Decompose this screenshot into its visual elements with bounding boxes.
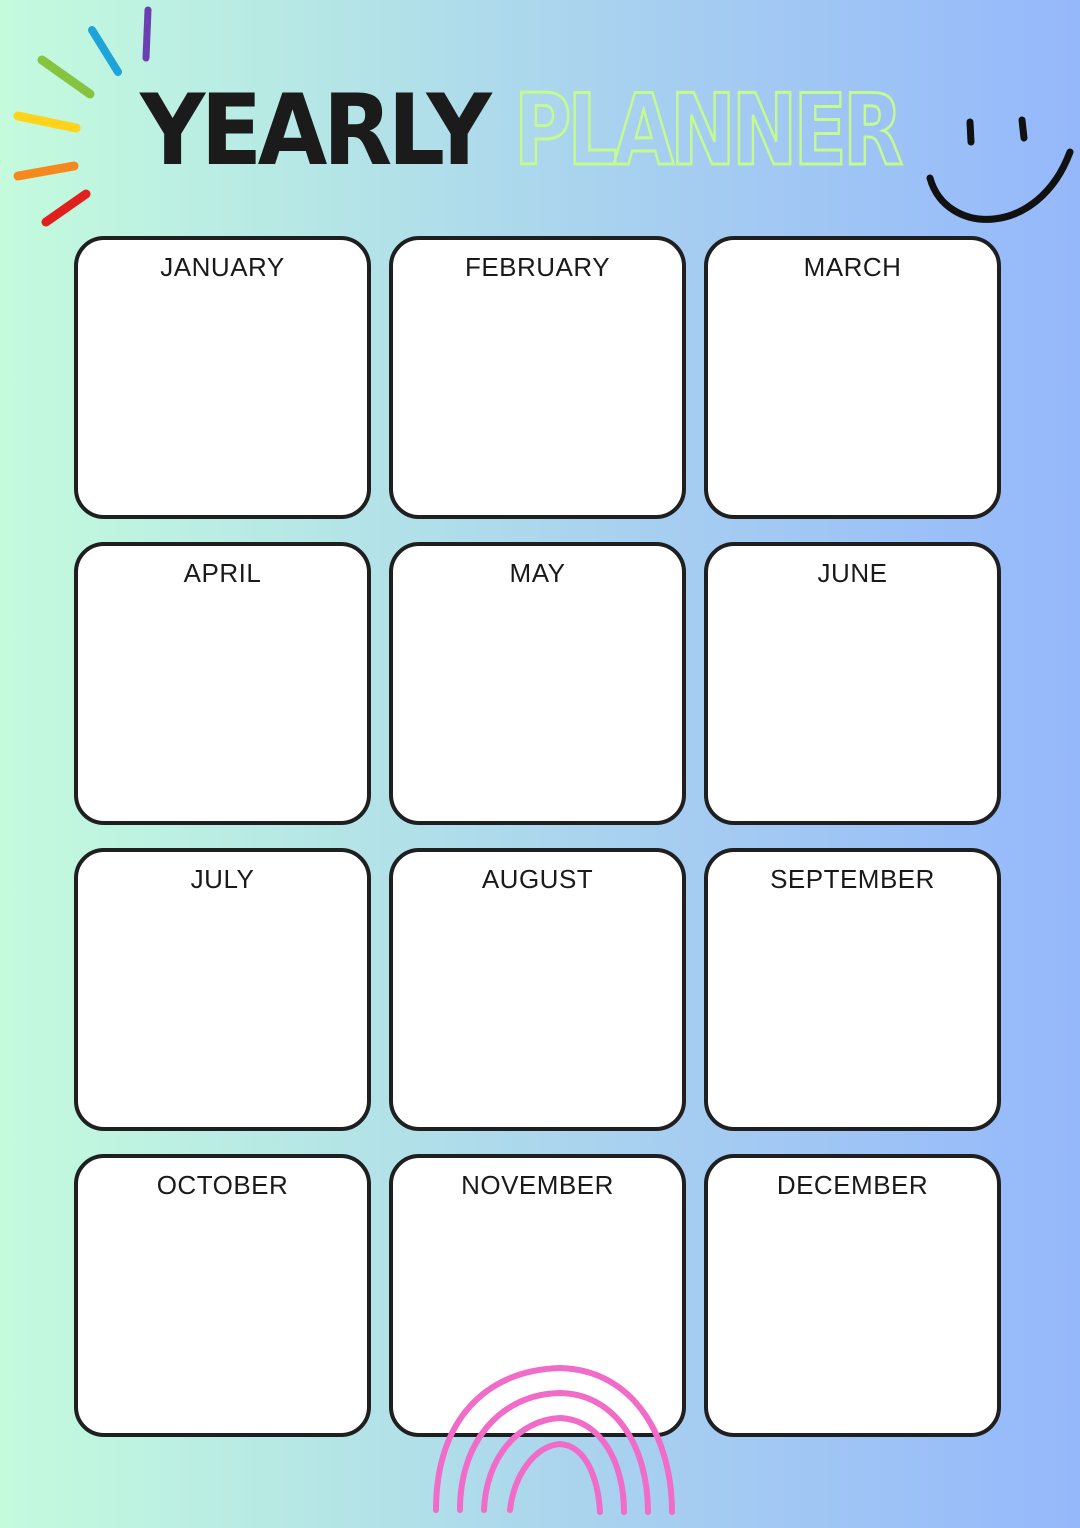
month-card-july[interactable] xyxy=(74,848,371,1131)
month-card-april[interactable] xyxy=(74,542,371,825)
month-card-december[interactable] xyxy=(704,1154,1001,1437)
month-label: SEPTEMBER xyxy=(770,864,935,894)
sparkle-stroke-green xyxy=(42,60,90,94)
month-label: JANUARY xyxy=(160,252,285,282)
smiley-right-eye xyxy=(1022,120,1024,138)
month-label: JULY xyxy=(190,864,255,894)
rainbow-icon xyxy=(426,1360,682,1520)
month-card-february[interactable] xyxy=(389,236,686,519)
month-label: APRIL xyxy=(183,558,262,588)
month-card-may[interactable] xyxy=(389,542,686,825)
title-word-planner: PLANNER xyxy=(514,74,900,188)
rainbow-arc-inner xyxy=(484,1418,624,1512)
month-card-january[interactable] xyxy=(74,236,371,519)
month-card-march[interactable] xyxy=(704,236,1001,519)
month-label: JUNE xyxy=(817,558,888,588)
sparkle-stroke-orange xyxy=(18,166,74,176)
month-label: OCTOBER xyxy=(156,1170,289,1200)
month-card-june[interactable] xyxy=(704,542,1001,825)
month-label: MARCH xyxy=(803,252,902,282)
month-label: MAY xyxy=(509,558,566,588)
smiley-left-eye xyxy=(970,122,971,142)
rainbow-arc-core xyxy=(510,1444,600,1512)
month-card-august[interactable] xyxy=(389,848,686,1131)
month-card-october[interactable] xyxy=(74,1154,371,1437)
sparkle-stroke-purple xyxy=(146,10,148,58)
rainbow-arc-outer xyxy=(436,1368,672,1512)
sparkle-stroke-red xyxy=(46,194,86,222)
smiley-face-icon xyxy=(918,108,1080,238)
months-grid xyxy=(74,236,1002,1437)
month-label: DECEMBER xyxy=(776,1170,929,1200)
page-title xyxy=(140,66,980,196)
month-label: NOVEMBER xyxy=(461,1170,614,1200)
title-word-yearly: YEARLY xyxy=(140,74,488,188)
month-label: FEBRUARY xyxy=(464,252,611,282)
month-card-september[interactable] xyxy=(704,848,1001,1131)
smiley-mouth xyxy=(930,152,1070,219)
sparkle-stroke-blue xyxy=(92,30,118,72)
sparkle-stroke-yellow xyxy=(18,116,76,128)
month-label: AUGUST xyxy=(481,864,594,894)
